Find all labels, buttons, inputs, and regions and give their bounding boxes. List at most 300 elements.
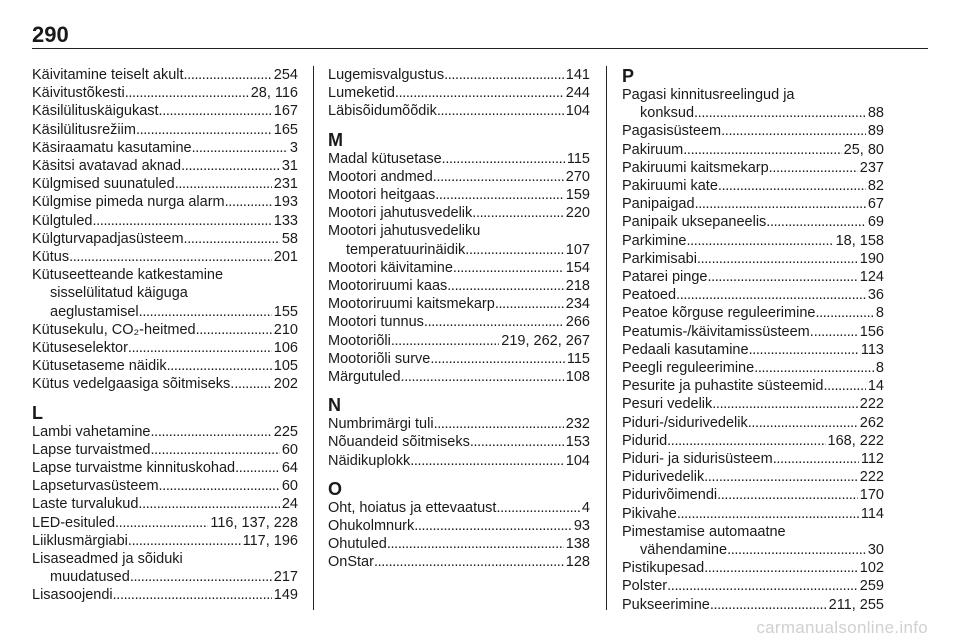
index-entry [622, 541, 884, 559]
index-page-numbers: 115 [566, 350, 590, 367]
dot-leader [391, 332, 499, 350]
index-entry [622, 286, 884, 304]
dot-leader [667, 577, 858, 595]
index-page-numbers: 115 [566, 150, 590, 167]
index-column-3 [622, 66, 884, 614]
index-term: Lisaseadmed ja sõiduki [32, 551, 183, 568]
index-term: Mootoriruumi kaas [328, 278, 448, 295]
index-page-numbers: 8 [875, 360, 884, 377]
index-page-numbers: 67 [867, 196, 884, 213]
index-term: Pistikupesad [622, 560, 705, 577]
index-page-numbers: 234 [565, 296, 590, 313]
index-term: Pagasi kinnitusreelingud ja [622, 87, 795, 103]
index-page-numbers: 60 [281, 478, 298, 495]
index-term: Pagasisüsteem [622, 123, 722, 140]
index-page-numbers: 18, 158 [835, 232, 884, 249]
index-entry [622, 596, 884, 614]
index-entry [328, 350, 590, 368]
index-entry [32, 303, 298, 321]
index-page-numbers: 82 [867, 178, 884, 195]
index-page-numbers: 128 [565, 554, 590, 571]
index-term: Külgmise pimeda nurga alarm [32, 194, 225, 211]
index-page-numbers: 217 [273, 569, 298, 586]
index-page-numbers: 153 [565, 434, 590, 451]
index-entry [622, 468, 884, 486]
index-term: Mootoriõli surve [328, 350, 431, 367]
dot-leader [824, 377, 866, 395]
index-entry [328, 499, 590, 517]
index-entry [622, 195, 884, 213]
index-page-numbers: 244 [565, 85, 590, 102]
index-entry [32, 339, 298, 357]
index-column-2 [328, 66, 590, 572]
dot-leader [113, 586, 272, 604]
index-page-numbers: 222 [859, 469, 884, 486]
index-entry [32, 157, 298, 175]
dot-leader [754, 359, 874, 377]
index-page-numbers: 155 [273, 303, 298, 320]
index-letter-heading: O [328, 478, 343, 499]
dot-leader [495, 295, 564, 313]
index-entry [32, 477, 298, 495]
dot-leader [192, 139, 288, 157]
index-entry [32, 284, 298, 302]
index-term: Nõuandeid sõitmiseks [328, 434, 470, 451]
index-entry [622, 177, 884, 195]
index-page-numbers: 93 [573, 518, 590, 535]
index-term: Ohukolmnurk [328, 518, 415, 535]
index-term: Kütuseselektor [32, 340, 128, 357]
index-page-numbers: 149 [273, 587, 298, 604]
index-term: Pesuri vedelik [622, 396, 713, 413]
index-term: Külgturvapadjasüsteem [32, 230, 184, 247]
column-divider [313, 66, 314, 610]
index-letter-heading: M [328, 129, 343, 150]
index-entry [328, 553, 590, 571]
index-entry [32, 568, 298, 586]
index-term: Kütusetaseme näidik [32, 358, 167, 375]
index-entry [622, 232, 884, 250]
dot-leader [424, 313, 564, 331]
index-term: Laste turvalukud [32, 496, 139, 513]
index-page-numbers: 64 [281, 460, 298, 477]
index-entry [32, 459, 298, 477]
index-entry [32, 321, 298, 339]
index-entry [328, 84, 590, 102]
index-entry [32, 357, 298, 375]
index-column-1 [32, 66, 298, 605]
index-page-numbers: 104 [565, 103, 590, 120]
index-page-numbers: 225 [273, 423, 298, 440]
index-entry [328, 168, 590, 186]
index-entry [328, 535, 590, 553]
index-entry [32, 248, 298, 266]
index-entry [622, 432, 884, 450]
index-term: Lapseturvasüsteem [32, 478, 159, 495]
dot-leader [712, 395, 858, 413]
dot-leader [435, 186, 564, 204]
index-term: OnStar [328, 554, 374, 571]
dot-leader [496, 499, 579, 517]
index-page-numbers: 8 [875, 305, 884, 322]
index-page-numbers: 14 [867, 378, 884, 395]
dot-leader [159, 102, 272, 120]
index-letter-heading: P [622, 66, 635, 86]
index-term: Käsitsi avatavad aknad [32, 158, 182, 175]
index-term: vähendamine [640, 542, 728, 559]
index-entry [328, 452, 590, 470]
index-entry [622, 122, 884, 140]
dot-leader [69, 248, 272, 266]
index-entry [622, 577, 884, 595]
index-term: Pidurivõimendi [622, 487, 718, 504]
index-page-numbers: 36 [867, 287, 884, 304]
dot-leader [167, 357, 272, 375]
index-page-numbers: 3 [289, 139, 298, 156]
index-term: Mootoriõli [328, 332, 391, 349]
index-term: Kütus vedelgaasiga sõitmiseks. [32, 376, 235, 393]
dot-leader [434, 415, 564, 433]
index-entry [328, 102, 590, 120]
index-term: Pesurite ja puhastite süsteemid [622, 378, 824, 395]
dot-leader [225, 193, 272, 211]
index-term: Lambi vahetamine [32, 423, 151, 440]
index-term: Peatoe kõrguse reguleerimine [622, 305, 816, 322]
dot-leader [92, 212, 271, 230]
index-term: Käsilülituskäigukast [32, 103, 159, 120]
index-entry [622, 523, 884, 541]
index-page-numbers: 237 [859, 159, 884, 176]
dot-leader [414, 517, 572, 535]
index-term: Pukseerimine [622, 596, 710, 613]
index-entry [328, 66, 590, 84]
index-entry [622, 414, 884, 432]
index-term: Madal kütusetase [328, 150, 442, 167]
index-term: Mootori jahutusvedeliku [328, 223, 481, 240]
index-page-numbers: 266 [565, 314, 590, 331]
dot-leader [374, 553, 564, 571]
index-page-numbers: 104 [565, 452, 590, 469]
index-term: muudatused [50, 569, 130, 586]
index-term: Ohutuled [328, 536, 387, 553]
index-entry [622, 250, 884, 268]
index-term: Piduri-/sidurivedelik [622, 414, 748, 431]
dot-leader [136, 121, 272, 139]
index-entry [622, 395, 884, 413]
index-page-numbers: 88 [867, 105, 884, 122]
index-term: Lapse turvaistmed [32, 441, 151, 458]
dot-leader [444, 66, 564, 84]
index-term: Kütuseetteande katkestamine [32, 267, 224, 284]
dot-leader [130, 568, 272, 586]
index-page-numbers: 69 [867, 214, 884, 231]
index-page-numbers: 107 [565, 241, 590, 258]
index-term: Lumeketid [328, 85, 395, 102]
dot-leader [138, 495, 279, 513]
index-entry [328, 241, 590, 259]
header-rule [32, 48, 928, 49]
index-term: Panipaik uksepaneelis [622, 214, 767, 231]
index-page-numbers: 168, 222 [827, 432, 884, 449]
index-page-numbers: 167 [273, 103, 298, 120]
index-term: Parkimine [622, 232, 687, 249]
index-page-numbers: 202 [273, 376, 298, 393]
index-page-numbers: 31 [281, 158, 298, 175]
index-term: Peatoed [622, 287, 677, 304]
index-page-numbers: 156 [859, 323, 884, 340]
dot-leader [694, 104, 866, 122]
index-page-numbers: 201 [273, 249, 298, 266]
index-term: Lapse turvaistme kinnituskohad [32, 460, 236, 477]
index-entry [328, 204, 590, 222]
index-term: Pakiruum [622, 141, 684, 158]
index-page-numbers: 141 [565, 67, 590, 83]
index-entry [622, 159, 884, 177]
dot-leader [769, 159, 858, 177]
index-page-numbers: 89 [867, 123, 884, 140]
index-term: Pidurid [622, 432, 668, 449]
index-term: Kütus [32, 249, 70, 266]
index-entry [622, 141, 884, 159]
index-term: sisselülitatud käiguga [50, 285, 188, 302]
dot-leader [470, 433, 564, 451]
index-entry [328, 368, 590, 386]
dot-leader [815, 304, 873, 322]
index-letter-heading: N [328, 395, 341, 416]
dot-leader [683, 141, 841, 159]
index-page-numbers: 210 [273, 321, 298, 338]
dot-leader [437, 102, 564, 120]
index-page-numbers: 114 [860, 505, 884, 522]
index-term: Märgutuled [328, 369, 401, 386]
index-entry [328, 186, 590, 204]
index-term: Lugemisvalgustus [328, 67, 445, 83]
dot-leader [718, 177, 866, 195]
index-term: Polster [622, 578, 668, 595]
index-page-numbers: 193 [273, 194, 298, 211]
dot-leader [150, 441, 279, 459]
dot-leader [721, 122, 866, 140]
index-page-numbers: 28, 116 [250, 85, 298, 102]
page-number: 290 [32, 22, 69, 47]
index-term: Pidurivedelik [622, 469, 705, 486]
index-term: Külgmised suunatuled [32, 176, 175, 193]
index-term: Peatumis-/käivitamissüsteem. [622, 323, 814, 340]
index-entry [622, 268, 884, 286]
dot-leader [184, 66, 272, 84]
dot-leader [115, 514, 208, 532]
index-entry [328, 222, 590, 240]
index-page-numbers: 133 [273, 212, 298, 229]
index-entry [32, 550, 298, 568]
index-entry [32, 423, 298, 441]
index-page-numbers: 117, 196 [242, 532, 298, 549]
dot-leader [128, 532, 241, 550]
index-entry [622, 359, 884, 377]
index-entry [32, 175, 298, 193]
dot-leader [727, 541, 866, 559]
index-term: Mootori tunnus [328, 314, 424, 331]
index-entry [32, 212, 298, 230]
index-page-numbers: 60 [281, 441, 298, 458]
dot-leader [447, 277, 564, 295]
dot-leader [159, 477, 280, 495]
index-entry [32, 375, 298, 393]
index-entry [622, 304, 884, 322]
dot-leader [465, 241, 564, 259]
index-entry [328, 433, 590, 451]
dot-leader [151, 423, 272, 441]
index-entry [328, 259, 590, 277]
index-entry [622, 104, 884, 122]
index-term: Käsiraamatu kasutamine [32, 139, 192, 156]
index-entry [32, 102, 298, 120]
dot-leader [697, 250, 858, 268]
index-term: Oht, hoiatus ja ettevaatust [328, 499, 497, 516]
index-term: Pakiruumi kaitsmekarp [622, 159, 769, 176]
index-page-numbers: 218 [565, 278, 590, 295]
dot-leader [707, 268, 857, 286]
index-page-numbers: 170 [859, 487, 884, 504]
dot-leader [814, 323, 858, 341]
index-page-numbers: 262 [859, 414, 884, 431]
index-entry [32, 66, 298, 84]
index-entry [328, 277, 590, 295]
dot-leader [704, 468, 858, 486]
index-term: Käivitustõkesti [32, 85, 125, 102]
dot-leader [749, 341, 859, 359]
index-term: Kütusekulu, CO₂-heitmed [32, 321, 196, 338]
index-page-numbers: 211, 255 [828, 596, 884, 613]
index-term: Pikivahe [622, 505, 677, 522]
dot-leader [184, 230, 280, 248]
dot-leader [748, 414, 858, 432]
index-term: Pedaali kasutamine [622, 341, 749, 358]
dot-leader [128, 339, 272, 357]
dot-leader [667, 432, 825, 450]
index-entry [32, 139, 298, 157]
dot-leader [773, 450, 859, 468]
index-entry [622, 341, 884, 359]
index-term: Näidikuplokk [328, 452, 411, 469]
index-letter-heading: L [32, 402, 43, 423]
index-page-numbers: 138 [565, 536, 590, 553]
index-entry [32, 532, 298, 550]
dot-leader [453, 259, 564, 277]
index-page-numbers: 30 [867, 542, 884, 559]
index-entry [622, 213, 884, 231]
index-term: Mootori käivitamine [328, 259, 453, 276]
index-term: temperatuurinäidik [346, 241, 466, 258]
index-entry [32, 230, 298, 248]
index-page-numbers: 232 [565, 416, 590, 433]
index-term: Lisasoojendi [32, 587, 113, 604]
index-term: Käsilülitusrežiim [32, 121, 136, 138]
index-page-numbers: 219, 262, 267 [501, 332, 590, 349]
index-entry [32, 441, 298, 459]
index-page-numbers: 25, 80 [843, 141, 884, 158]
index-term: Pakiruumi kate [622, 178, 718, 195]
dot-leader [766, 213, 866, 231]
index-entry [32, 84, 298, 102]
dot-leader [433, 168, 564, 186]
index-term: Külgtuled [32, 212, 93, 229]
dot-leader [710, 596, 827, 614]
index-term: Mootori heitgaas [328, 187, 436, 204]
index-entry [328, 313, 590, 331]
column-divider [606, 66, 607, 610]
dot-leader [686, 232, 833, 250]
dot-leader [676, 286, 866, 304]
index-term: Parkimisabi [622, 250, 697, 267]
dot-leader [430, 350, 565, 368]
index-page-numbers: 106 [273, 340, 298, 357]
index-term: Käivitamine teiselt akult [32, 67, 184, 83]
index-term: Läbisõidumõõdik [328, 103, 437, 120]
index-page-numbers: 124 [859, 269, 884, 286]
index-entry [32, 266, 298, 284]
index-page-numbers: 108 [565, 369, 590, 386]
dot-leader [401, 368, 564, 386]
index-term: Patarei pinge [622, 269, 708, 286]
index-entry [328, 150, 590, 168]
index-entry [328, 415, 590, 433]
index-entry [32, 121, 298, 139]
index-page-numbers: 102 [859, 560, 884, 577]
index-term: Piduri- ja sidurisüsteem [622, 451, 773, 468]
index-page-numbers: 270 [565, 168, 590, 185]
dot-leader [196, 321, 272, 339]
index-page-numbers: 58 [281, 230, 298, 247]
index-page-numbers: 222 [859, 396, 884, 413]
index-term: aeglustamisel [50, 303, 139, 320]
index-page-numbers: 165 [273, 121, 298, 138]
index-page-numbers: 159 [565, 187, 590, 204]
index-term: Panipaigad [622, 196, 695, 213]
dot-leader [442, 150, 565, 168]
dot-leader [235, 459, 280, 477]
index-page-numbers: 154 [565, 259, 590, 276]
index-page-numbers: 4 [581, 499, 590, 516]
dot-leader [387, 535, 564, 553]
index-term: Mootori andmed [328, 168, 433, 185]
dot-leader [717, 486, 858, 504]
index-page-numbers: 116, 137, 228 [210, 514, 298, 531]
dot-leader [234, 375, 271, 393]
index-term: Peegli reguleerimine [622, 360, 755, 377]
index-entry [328, 517, 590, 535]
index-entry [32, 193, 298, 211]
index-entry [622, 450, 884, 468]
dot-leader [695, 195, 866, 213]
dot-leader [125, 84, 249, 102]
dot-leader [472, 204, 564, 222]
index-entry [622, 505, 884, 523]
dot-leader [410, 452, 564, 470]
index-page-numbers: 24 [281, 496, 298, 513]
index-term: Mootoriruumi kaitsmekarp [328, 296, 495, 313]
index-entry [622, 486, 884, 504]
index-page-numbers: 220 [565, 205, 590, 222]
index-page-numbers: 231 [273, 176, 298, 193]
index-page-numbers: 113 [860, 341, 884, 358]
index-page-numbers: 190 [859, 250, 884, 267]
index-entry [32, 495, 298, 513]
index-term: Pimestamise automaatne [622, 523, 786, 540]
watermark: carmanualsonline.info [756, 618, 928, 637]
index-page-numbers: 259 [859, 578, 884, 595]
index-entry [622, 323, 884, 341]
